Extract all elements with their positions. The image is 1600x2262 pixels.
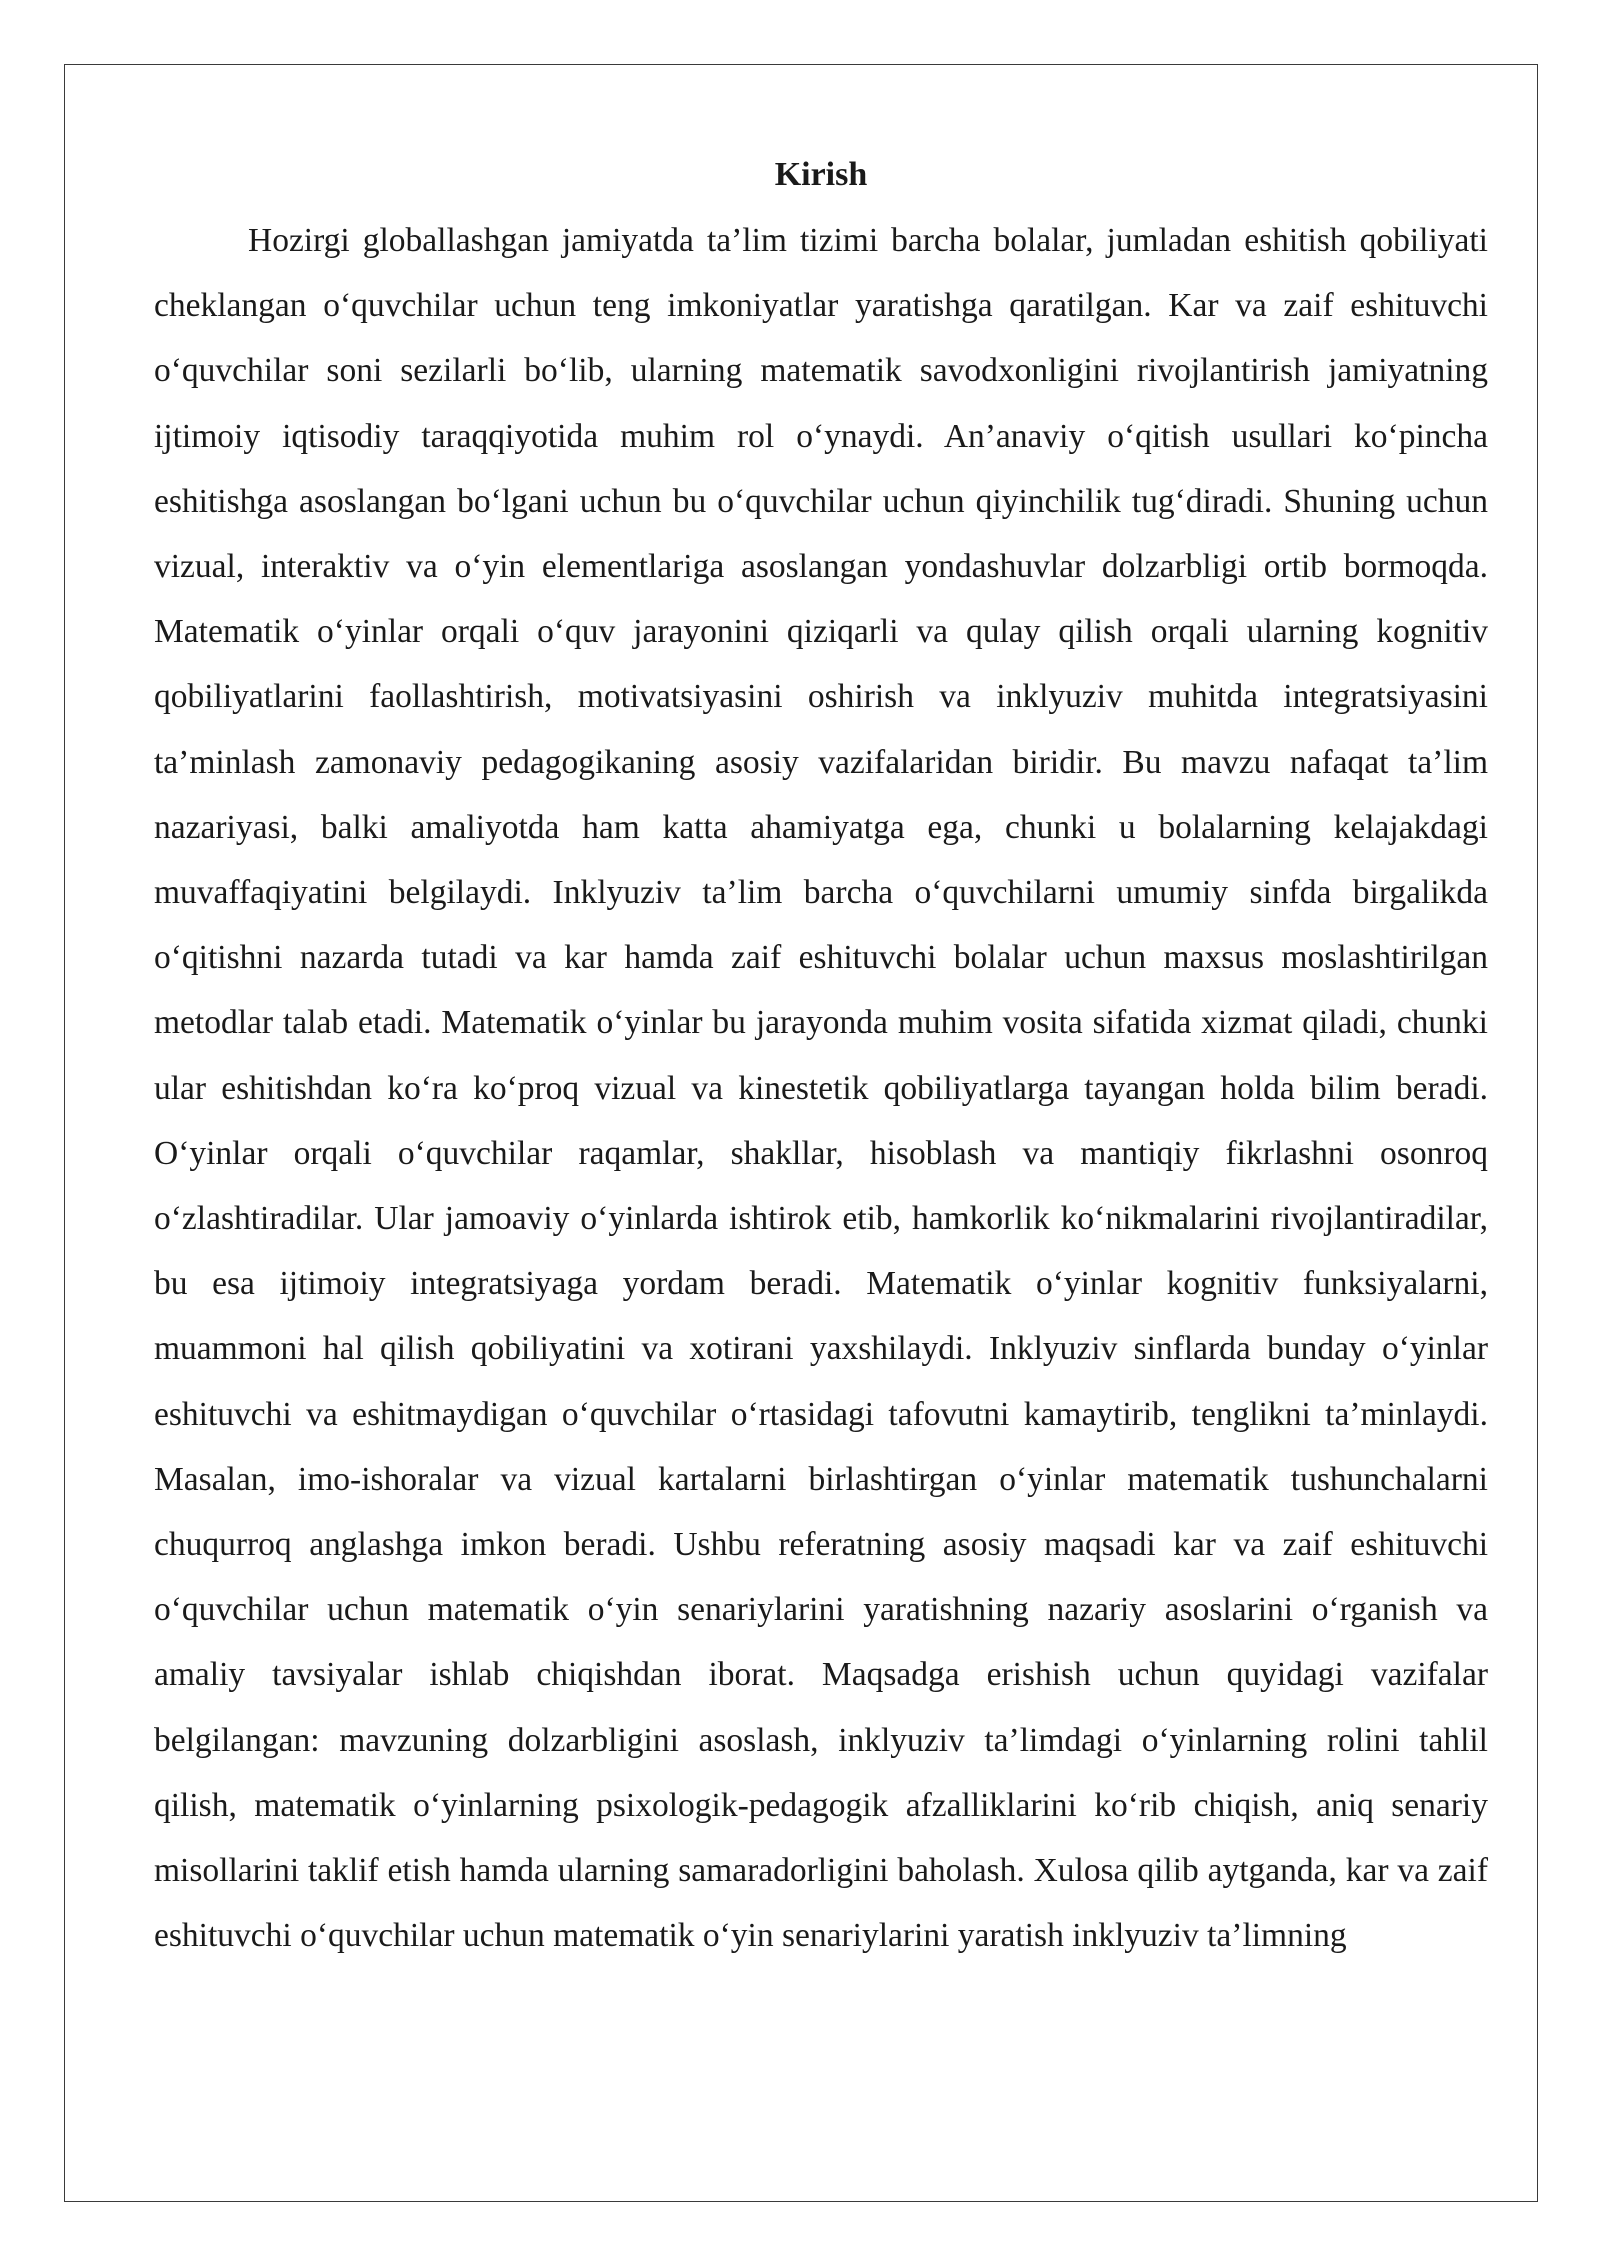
body-paragraph: Hozirgi globallashgan jamiyatda ta’lim tizimi barcha bolalar, jumladan eshitish qobiliyati cheklangan o‘quvchilar uchun teng imkoniyatlar yaratishga qaratilgan. Kar va zaif eshituvchi o‘quvchilar soni sezilarli bo‘lib, ularning matematik savodxonligini rivojlantirish jamiyatning ijtimoiy iqtisodiy taraqqiyotida muhim rol o‘ynaydi. An’anaviy o‘qitish usullari ko‘pincha eshitishga asoslangan bo‘lgani uchun bu o‘quvchilar uchun qiyinchilik tug‘diradi. Shuning uchun vizual, interaktiv va o‘yin elementlariga asoslangan yondashuvlar dolzarbligi ortib bormoqda. Matematik o‘yinlar orqali o‘quv jarayonini qiziqarli va qulay qilish orqali ularning kognitiv qobiliyatlarini faollashtirish, motivatsiyasini oshirish va inklyuziv muhitda integratsiyasini ta’minlash zamonaviy pedagogikaning asosiy vazifalaridan biridir. Bu mavzu nafaqat ta’lim nazariyasi, balki amaliyotda ham katta ahamiyatga ega, chunki u bolalarning kelajakdagi muvaffaqiyatini belgilaydi. Inklyuziv ta’lim barcha o‘quvchilarni umumiy sinfda birgalikda o‘qitishni nazarda tutadi va kar hamda zaif eshituvchi bolalar uchun maxsus moslashtirilgan metodlar talab etadi. Matematik o‘yinlar bu jarayonda muhim vosita sifatida xizmat qiladi, chunki ular eshitishdan ko‘ra ko‘proq vizual va kinestetik qobiliyatlarga tayangan holda bilim beradi. O‘yinlar orqali o‘quvchilar raqamlar, shakllar, hisoblash va mantiqiy fikrlashni osonroq o‘zlashtiradilar. Ular jamoaviy o‘yinlarda ishtirok etib, hamkorlik ko‘nikmalarini rivojlantiradilar, bu esa ijtimoiy integratsiyaga yordam beradi. Matematik o‘yinlar kognitiv funksiyalarni, muammoni hal qilish qobiliyatini va xotirani yaxshilaydi. Inklyuziv sinflarda bunday o‘yinlar eshituvchi va eshitmaydigan o‘quvchilar o‘rtasidagi tafovutni kamaytirib, tenglikni ta’minlaydi. Masalan, imo-ishoralar va vizual kartalarni birlashtirgan o‘yinlar matematik tushunchalarni chuqurroq anglashga imkon beradi. Ushbu referatning asosiy maqsadi kar va zaif eshituvchi o‘quvchilar uchun matematik o‘yin senariylarini yaratishning nazariy asoslarini o‘rganish va amaliy tavsiyalar ishlab chiqishdan iborat. Maqsadga erishish uchun quyidagi vazifalar belgilangan: mavzuning dolzarbligini asoslash, inklyuziv ta’limdagi o‘yinlarning rolini tahlil qilish, matematik o‘yinlarning psixologik-pedagogik afzalliklarini ko‘rib chiqish, aniq senariy misollarini taklif etish hamda ularning samaradorligini baholash. Xulosa qilib aytganda, kar va zaif eshituvchi o‘quvchilar uchun matematik o‘yin senariylarini yaratish inklyuziv ta’limning bbox=[154, 222, 1488, 1955]
section-title: Kirish bbox=[774, 156, 868, 193]
document-body bbox=[154, 148, 1488, 1968]
